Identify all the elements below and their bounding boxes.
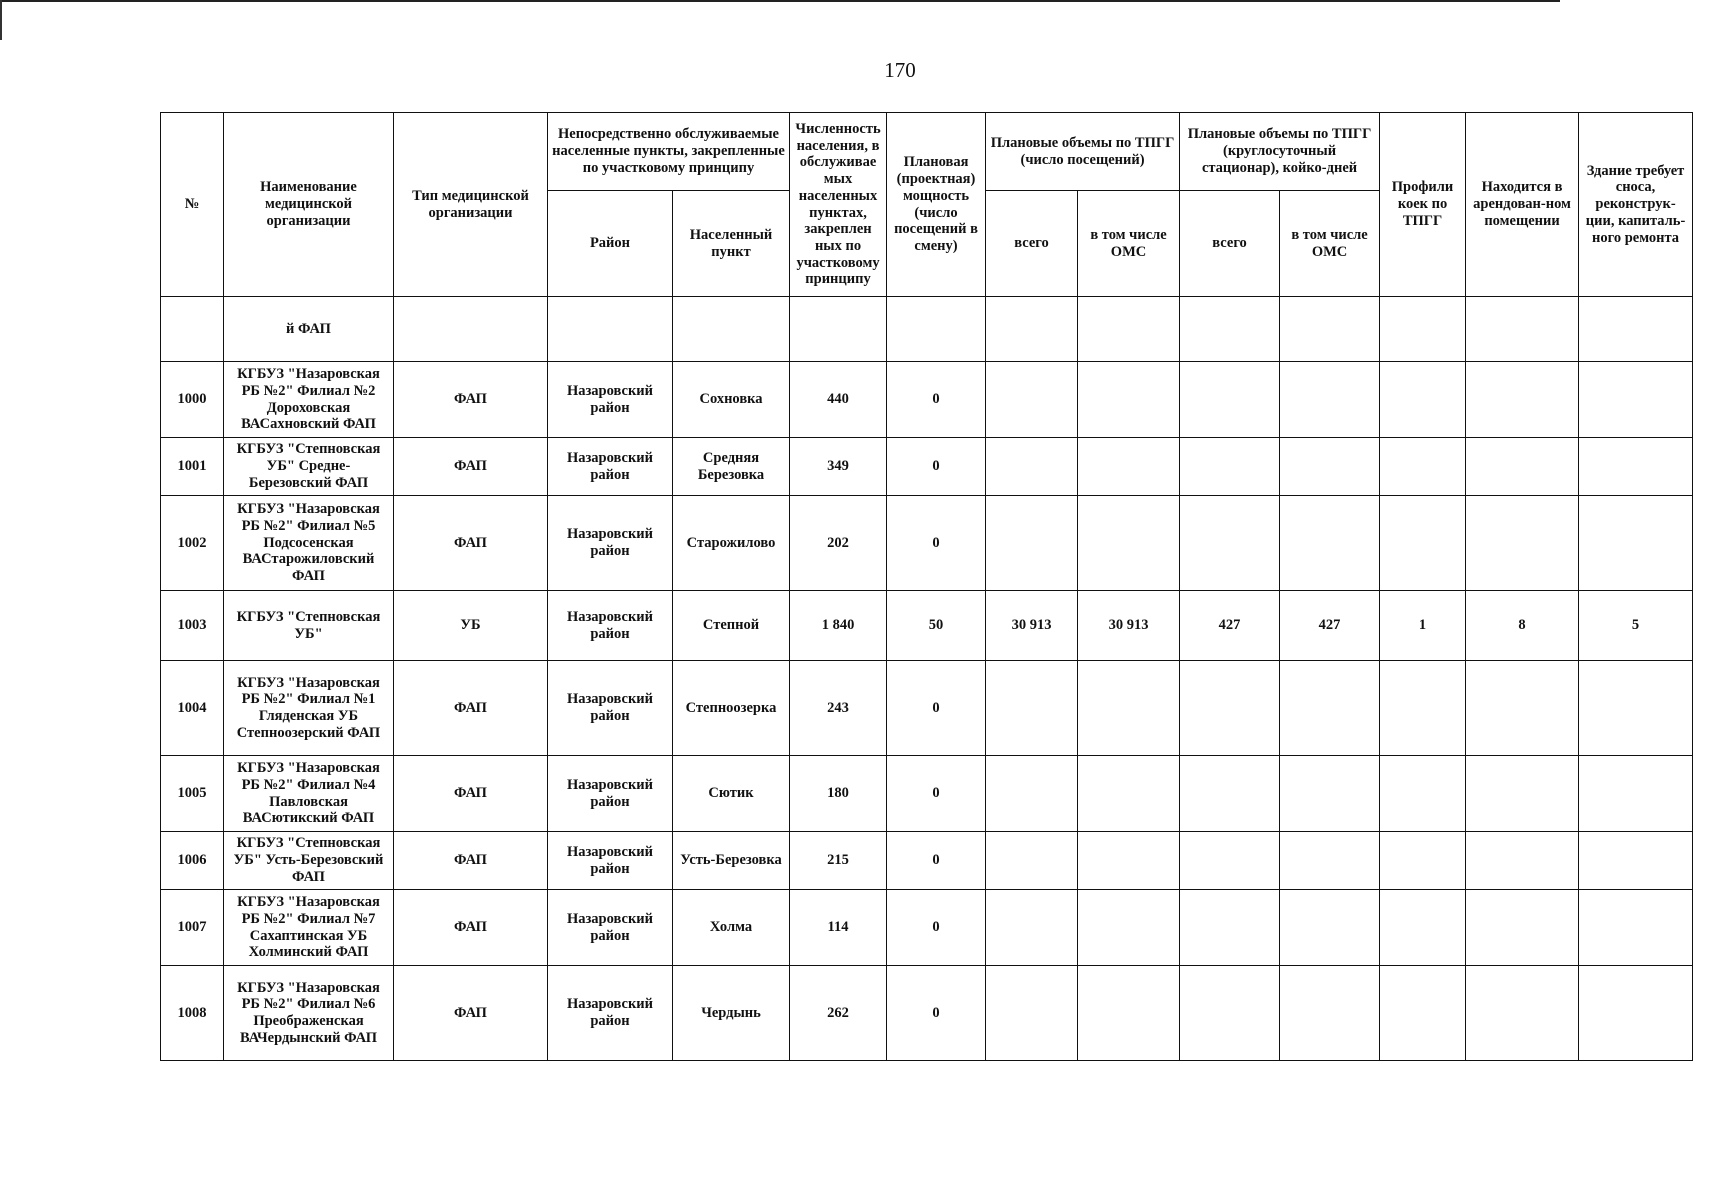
- cell-org-name: КГБУЗ "Назаровская РБ №2" Филиал №4 Павловская ВАСютикский ФАП: [224, 756, 394, 832]
- cell-population: 114: [790, 890, 887, 966]
- cell-bed-profiles: [1380, 756, 1466, 832]
- scan-border-left: [0, 0, 2, 40]
- cell-num: 1004: [161, 661, 224, 756]
- cell-rented: [1466, 890, 1579, 966]
- cell-inpatient-oms: [1280, 966, 1380, 1061]
- header-inpatient-total: всего: [1180, 191, 1280, 297]
- header-inpatient-oms: в том числе ОМС: [1280, 191, 1380, 297]
- cell-reconstruction: [1579, 756, 1693, 832]
- cell-num: 1006: [161, 832, 224, 890]
- cell-capacity: 0: [887, 438, 986, 496]
- cell-bed-profiles: 1: [1380, 591, 1466, 661]
- header-settlement: Населенный пункт: [673, 191, 790, 297]
- cell-ambulatory-total: [986, 438, 1078, 496]
- cell-bed-profiles: [1380, 362, 1466, 438]
- cell-district: Назаровский район: [548, 438, 673, 496]
- table-row-continuation: [161, 297, 1693, 362]
- cell-rented: [1466, 756, 1579, 832]
- cell-org-name: КГБУЗ "Назаровская РБ №2" Филиал №5 Подсосенская ВАСтарожиловский ФАП: [224, 496, 394, 591]
- cell-org-type: ФАП: [394, 362, 548, 438]
- cell-inpatient-total: 427: [1180, 591, 1280, 661]
- cell-rented: [1466, 362, 1579, 438]
- cell-population: 202: [790, 496, 887, 591]
- cell-reconstruction: 5: [1579, 591, 1693, 661]
- cell-population: 262: [790, 966, 887, 1061]
- cell-inpatient-oms: [1280, 890, 1380, 966]
- cell-rented: [1466, 661, 1579, 756]
- header-inpatient-group: Плановые объемы по ТПГГ (круглосуточный стационар), койко-дней: [1180, 113, 1380, 191]
- header-num: №: [161, 113, 224, 297]
- header-rented: Находится в арендован-ном помещении: [1466, 113, 1579, 297]
- cell-capacity: 0: [887, 661, 986, 756]
- table-row: [161, 438, 1693, 496]
- cell-capacity: 0: [887, 496, 986, 591]
- cell-inpatient-total: [1180, 362, 1280, 438]
- cell-district: Назаровский район: [548, 756, 673, 832]
- cell-ambulatory-total: [986, 661, 1078, 756]
- cell-ambulatory-total: [986, 832, 1078, 890]
- cell-ambulatory-total: [986, 496, 1078, 591]
- cell-capacity: 0: [887, 890, 986, 966]
- cell-org-type: ФАП: [394, 832, 548, 890]
- cell-settlement: Чердынь: [673, 966, 790, 1061]
- cell-district: Назаровский район: [548, 661, 673, 756]
- cell-org-type: ФАП: [394, 890, 548, 966]
- cell-inpatient-oms: [1280, 832, 1380, 890]
- cell-num: 1002: [161, 496, 224, 591]
- cell-rented: [1466, 966, 1579, 1061]
- cell-ambulatory-oms: [1078, 756, 1180, 832]
- cell-inpatient-oms: 427: [1280, 591, 1380, 661]
- header-ambulatory-group: Плановые объемы по ТПГГ (число посещений): [986, 113, 1180, 191]
- cell-settlement: Холма: [673, 890, 790, 966]
- cell-settlement: Степноозерка: [673, 661, 790, 756]
- cell-num: 1008: [161, 966, 224, 1061]
- cell-num: 1001: [161, 438, 224, 496]
- table-row: [161, 890, 1693, 966]
- cell-rented: [1466, 438, 1579, 496]
- cell-inpatient-total: [1180, 438, 1280, 496]
- cell-ambulatory-oms: [1078, 966, 1180, 1061]
- table-row: [161, 661, 1693, 756]
- header-ambulatory-total: всего: [986, 191, 1078, 297]
- cell-rented: [1466, 832, 1579, 890]
- header-settlements-group: Непосредственно обслуживаемые населенные пункты, закрепленные по участковому принципу: [548, 113, 790, 191]
- cell-ambulatory-oms: [1078, 496, 1180, 591]
- table-row: [161, 832, 1693, 890]
- cell-num: 1007: [161, 890, 224, 966]
- cell-ambulatory-total: [986, 966, 1078, 1061]
- cell-reconstruction: [1579, 966, 1693, 1061]
- cell-inpatient-total: [1180, 966, 1280, 1061]
- cell-ambulatory-oms: 30 913: [1078, 591, 1180, 661]
- cell-org-type: УБ: [394, 591, 548, 661]
- cell-settlement: Степной: [673, 591, 790, 661]
- cell-num: [161, 297, 224, 362]
- cell-capacity: 50: [887, 591, 986, 661]
- cell-org-name: КГБУЗ "Степновская УБ" Средне-Березовский ФАП: [224, 438, 394, 496]
- cell-continuation-text: й ФАП: [224, 297, 394, 362]
- cell-reconstruction: [1579, 362, 1693, 438]
- scan-border-top: [0, 0, 1560, 2]
- cell-district: Назаровский район: [548, 496, 673, 591]
- cell-district: Назаровский район: [548, 890, 673, 966]
- header-planned-capacity: Плановая (проектная) мощность (число посещений в смену): [887, 113, 986, 297]
- cell-settlement: Сохновка: [673, 362, 790, 438]
- table-row: [161, 591, 1693, 661]
- table-row: [161, 496, 1693, 591]
- cell-bed-profiles: [1380, 966, 1466, 1061]
- header-org-type: Тип медицинской организации: [394, 113, 548, 297]
- cell-capacity: 0: [887, 362, 986, 438]
- cell-bed-profiles: [1380, 661, 1466, 756]
- cell-org-type: ФАП: [394, 661, 548, 756]
- cell-inpatient-oms: [1280, 756, 1380, 832]
- cell-org-name: КГБУЗ "Назаровская РБ №2" Филиал №1 Гляденская УБ Степноозерский ФАП: [224, 661, 394, 756]
- facilities-table: [160, 112, 1693, 1061]
- cell-org-name: КГБУЗ "Назаровская РБ №2" Филиал №2 Дороховская ВАСахновский ФАП: [224, 362, 394, 438]
- cell-inpatient-total: [1180, 496, 1280, 591]
- cell-capacity: 0: [887, 832, 986, 890]
- cell-capacity: 0: [887, 756, 986, 832]
- cell-ambulatory-oms: [1078, 438, 1180, 496]
- cell-reconstruction: [1579, 832, 1693, 890]
- cell-settlement: Средняя Березовка: [673, 438, 790, 496]
- cell-capacity: 0: [887, 966, 986, 1061]
- cell-inpatient-oms: [1280, 496, 1380, 591]
- cell-inpatient-oms: [1280, 661, 1380, 756]
- cell-bed-profiles: [1380, 438, 1466, 496]
- cell-ambulatory-total: [986, 362, 1078, 438]
- table-row: [161, 756, 1693, 832]
- cell-ambulatory-oms: [1078, 832, 1180, 890]
- cell-district: Назаровский район: [548, 832, 673, 890]
- cell-inpatient-oms: [1280, 438, 1380, 496]
- cell-ambulatory-oms: [1078, 661, 1180, 756]
- header-org-name: Наименование медицинской организации: [224, 113, 394, 297]
- cell-inpatient-oms: [1280, 362, 1380, 438]
- cell-num: 1003: [161, 591, 224, 661]
- cell-population: 349: [790, 438, 887, 496]
- cell-reconstruction: [1579, 496, 1693, 591]
- cell-bed-profiles: [1380, 832, 1466, 890]
- cell-inpatient-total: [1180, 756, 1280, 832]
- table-row: [161, 362, 1693, 438]
- cell-bed-profiles: [1380, 890, 1466, 966]
- header-population: Численность населения, в обслуживае мых населенных пунктах, закреплен ных по участковому принципу: [790, 113, 887, 297]
- header-reconstruction: Здание требует сноса, реконструк-ции, капиталь-ного ремонта: [1579, 113, 1693, 297]
- cell-ambulatory-total: [986, 890, 1078, 966]
- cell-settlement: Старожилово: [673, 496, 790, 591]
- cell-population: 180: [790, 756, 887, 832]
- cell-reconstruction: [1579, 661, 1693, 756]
- cell-rented: 8: [1466, 591, 1579, 661]
- cell-org-name: КГБУЗ "Степновская УБ": [224, 591, 394, 661]
- header-ambulatory-oms: в том числе ОМС: [1078, 191, 1180, 297]
- cell-org-name: КГБУЗ "Назаровская РБ №2" Филиал №6 Преображенская ВАЧердынский ФАП: [224, 966, 394, 1061]
- header-bed-profiles: Профили коек по ТПГГ: [1380, 113, 1466, 297]
- cell-org-type: ФАП: [394, 756, 548, 832]
- cell-bed-profiles: [1380, 496, 1466, 591]
- cell-district: Назаровский район: [548, 362, 673, 438]
- cell-rented: [1466, 496, 1579, 591]
- cell-num: 1005: [161, 756, 224, 832]
- cell-org-type: ФАП: [394, 966, 548, 1061]
- cell-org-name: КГБУЗ "Степновская УБ" Усть-Березовский ФАП: [224, 832, 394, 890]
- cell-inpatient-total: [1180, 832, 1280, 890]
- cell-ambulatory-total: 30 913: [986, 591, 1078, 661]
- cell-org-type: ФАП: [394, 438, 548, 496]
- cell-reconstruction: [1579, 890, 1693, 966]
- cell-org-name: КГБУЗ "Назаровская РБ №2" Филиал №7 Сахаптинская УБ Холминский ФАП: [224, 890, 394, 966]
- cell-population: 440: [790, 362, 887, 438]
- header-district: Район: [548, 191, 673, 297]
- cell-district: Назаровский район: [548, 966, 673, 1061]
- cell-ambulatory-total: [986, 756, 1078, 832]
- cell-ambulatory-oms: [1078, 890, 1180, 966]
- cell-settlement: Сютик: [673, 756, 790, 832]
- cell-org-type: ФАП: [394, 496, 548, 591]
- cell-population: 1 840: [790, 591, 887, 661]
- cell-inpatient-total: [1180, 890, 1280, 966]
- page-number: 170: [884, 58, 916, 82]
- cell-population: 215: [790, 832, 887, 890]
- cell-settlement: Усть-Березовка: [673, 832, 790, 890]
- cell-inpatient-total: [1180, 661, 1280, 756]
- cell-population: 243: [790, 661, 887, 756]
- table-row: [161, 966, 1693, 1061]
- cell-district: Назаровский район: [548, 591, 673, 661]
- cell-ambulatory-oms: [1078, 362, 1180, 438]
- cell-num: 1000: [161, 362, 224, 438]
- cell-reconstruction: [1579, 438, 1693, 496]
